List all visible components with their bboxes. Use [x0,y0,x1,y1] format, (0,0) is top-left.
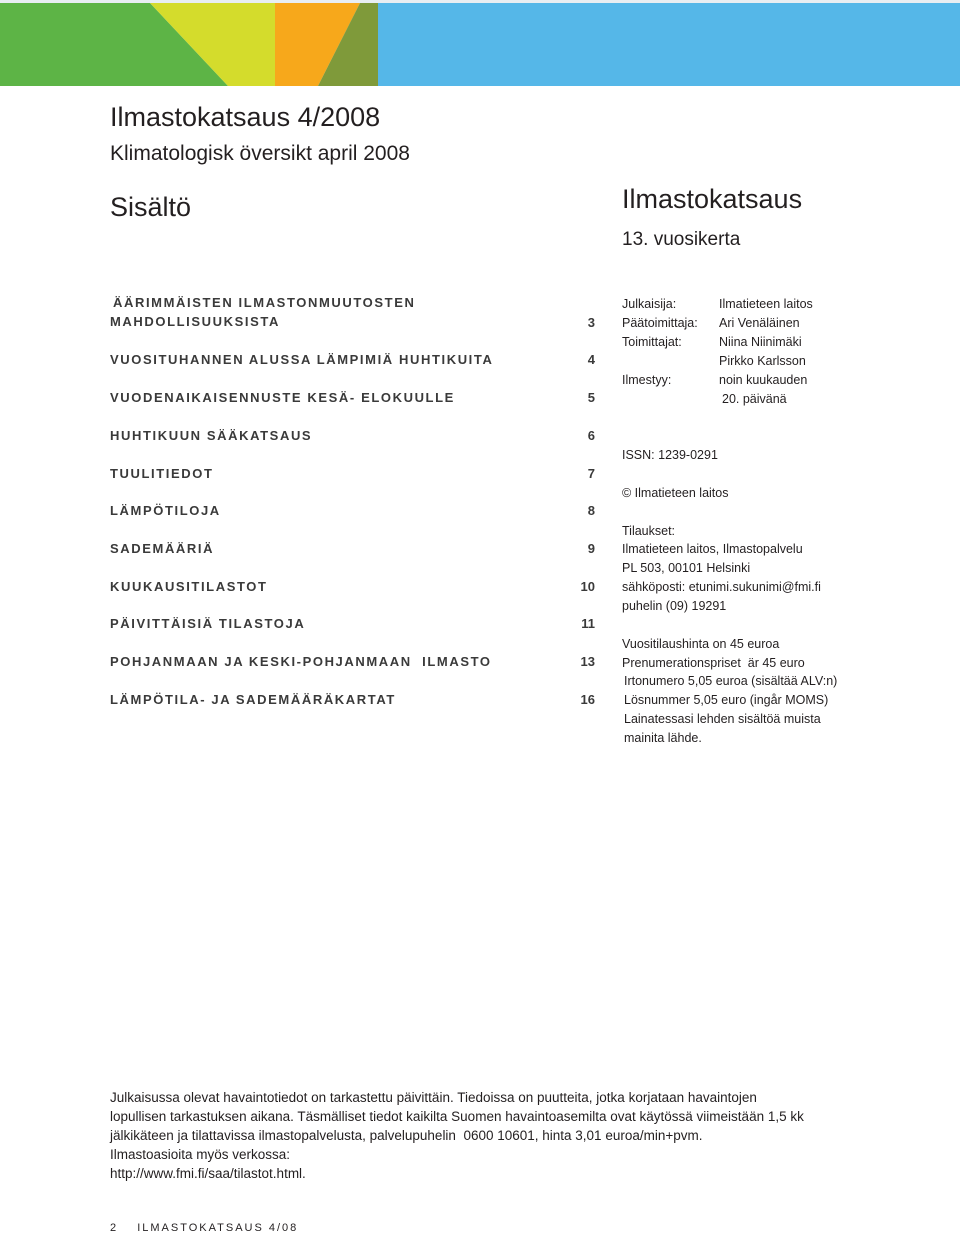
price-line-2: Prenumerationspriset är 45 euro [622,656,805,670]
toc-item-2[interactable] [110,352,595,367]
toc-item-3[interactable] [110,390,595,405]
toc-item-4[interactable] [110,428,595,443]
orders-phone: puhelin (09) 19291 [622,599,727,613]
toc-item-10[interactable] [110,654,595,669]
toc-item-1[interactable] [110,295,595,329]
toc-item-page: 11 [581,616,595,631]
toc-item-7[interactable] [110,541,595,556]
editors-label: Toimittajat: [622,335,682,349]
header-color-banner [0,0,960,86]
toc-item-title: LÄMPÖTILA- JA SADEMÄÄRÄKARTAT [110,692,396,707]
note-line-1: Lainatessasi lehden sisältöä muista [624,712,821,726]
copyright: © Ilmatieteen laitos [622,486,729,500]
toc-item-9[interactable] [110,616,595,631]
price-line-4: Lösnummer 5,05 euro (ingår MOMS) [624,693,829,707]
toc-item-page: 16 [580,692,595,707]
frequency-line-2: 20. päivänä [722,392,787,406]
toc-item-8[interactable] [110,579,595,594]
editor-2: Pirkko Karlsson [719,354,806,368]
toc-item-title: VUODENAIKAISENNUSTE KESÄ- ELOKUULLE [110,390,455,405]
masthead-volume: 13. vuosikerta [622,229,741,250]
toc-item-title: LÄMPÖTILOJA [110,503,221,518]
orders-address: PL 503, 00101 Helsinki [622,561,751,575]
toc-item-page: 7 [587,466,595,481]
frequency-label: Ilmestyy: [622,373,672,387]
toc-item-title: ÄÄRIMMÄISTEN ILMASTONMUUTOSTEN [113,295,416,310]
toc-item-title: VUOSITUHANNEN ALUSSA LÄMPIMIÄ HUHTIKUITA [110,352,494,367]
publisher-label: Julkaisija: [622,297,677,311]
footer-note [110,1088,804,1183]
toc-item-page: 4 [587,352,595,367]
contents-heading: Sisältö [110,192,192,222]
orders-label: Tilaukset: [622,524,676,538]
footer-line-2: lopullisen tarkastuksen aikana. Täsmälliset tiedot kaikilta Suomen havaintoasemilta ovat käytössä viimeistään 1,5 kk [110,1109,804,1125]
toc-item-11[interactable] [110,692,595,707]
toc-item-6[interactable] [110,503,595,518]
page-footer [110,1222,298,1234]
toc-item-title: HUHTIKUUN SÄÄKATSAUS [110,428,313,443]
page-subtitle: Klimatologisk översikt april 2008 [110,142,410,165]
publisher-value: Ilmatieteen laitos [719,297,813,311]
toc-item-title-line-2: MAHDOLLISUUKSISTA [110,314,280,329]
toc-item-title: TUULITIEDOT [110,466,214,481]
toc-item-page: 3 [587,315,595,330]
orders-email: sähköposti: etunimi.sukunimi@fmi.fi [622,580,821,594]
toc-item-5[interactable] [110,466,595,481]
footer-line-4: Ilmastoasioita myös verkossa: [110,1147,291,1163]
toc-item-title: PÄIVITTÄISIÄ TILASTOJA [110,616,306,631]
editor-1: Niina Niinimäki [719,335,802,349]
toc-item-page: 6 [587,428,595,443]
toc-item-page: 13 [580,654,595,669]
footer-line-3: jälkikäteen ja tilattavissa ilmastopalvelusta, palvelupuhelin 0600 10601, hinta 3,01 euroa/min+pvm. [110,1128,703,1144]
note-line-2: mainita lähde. [624,731,702,745]
page-number: 2 [110,1222,119,1234]
orders-org: Ilmatieteen laitos, Ilmastopalvelu [622,542,803,556]
toc-item-title: KUUKAUSITILASTOT [110,579,268,594]
price-line-3: Irtonumero 5,05 euroa (sisältää ALV:n) [624,674,838,688]
toc-item-page: 9 [587,541,595,556]
frequency-line-1: noin kuukauden [719,373,808,387]
editor-in-chief-value: Ari Venäläinen [719,316,800,330]
footer-link[interactable]: http://www.fmi.fi/saa/tilastot.html. [110,1166,306,1182]
toc-item-page: 10 [580,579,595,594]
toc-item-title: POHJANMAAN JA KESKI-POHJANMAAN ILMASTO [110,654,492,669]
toc-item-page: 5 [587,390,595,405]
footer-line-1: Julkaisussa olevat havaintotiedot on tarkastettu päivittäin. Tiedoissa on puutteita, jotka korjataan havaintojen [110,1090,757,1105]
price-line-1: Vuositilaushinta on 45 euroa [622,637,780,651]
running-title: ILMASTOKATSAUS 4/08 [137,1222,299,1234]
issn: ISSN: 1239-0291 [622,448,718,462]
page-title: Ilmastokatsaus 4/2008 [110,102,381,132]
toc-item-page: 8 [587,503,595,518]
toc-item-title: SADEMÄÄRIÄ [110,541,215,556]
masthead-title: Ilmastokatsaus [622,184,803,214]
editor-in-chief-label: Päätoimittaja: [622,316,698,330]
banner-sky-band [378,3,960,86]
